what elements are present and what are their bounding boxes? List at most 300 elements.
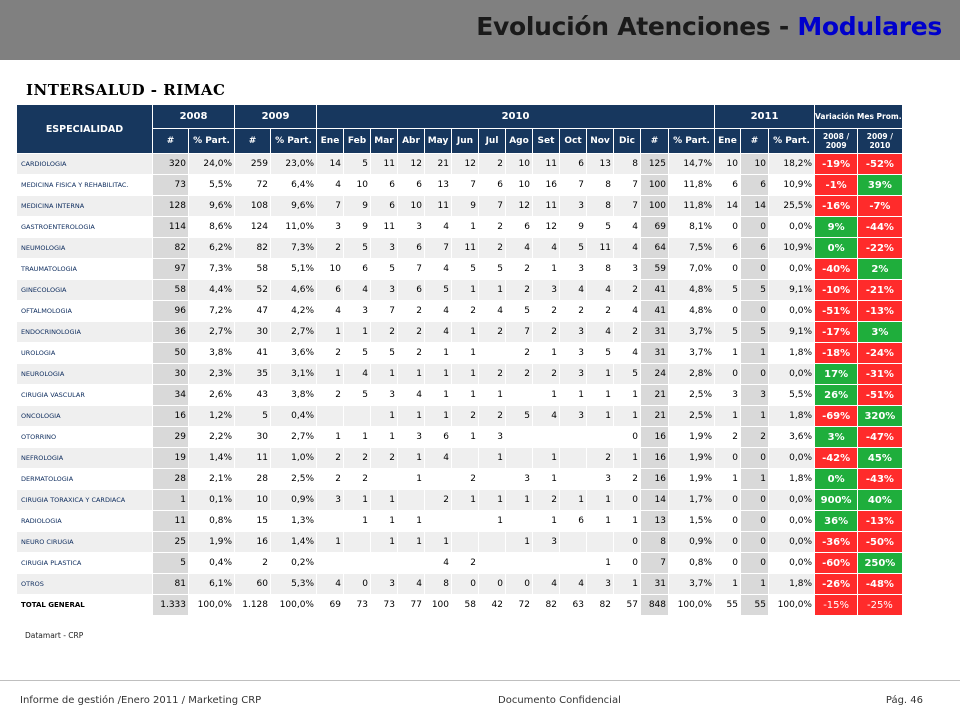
table-cell	[560, 553, 587, 574]
variation-cell: 250%	[858, 553, 902, 574]
table-cell: 58	[452, 595, 479, 616]
variation-cell: -10%	[815, 280, 858, 301]
table-cell: 5	[560, 238, 587, 259]
table-cell: 1	[344, 490, 371, 511]
specialty-name: OTORRINO	[17, 427, 153, 448]
variation-cell: -19%	[815, 154, 858, 175]
table-cell: 4,8%	[669, 301, 715, 322]
table-cell: 1	[317, 364, 344, 385]
table-cell: 6,1%	[189, 574, 235, 595]
table-cell: 100,0%	[189, 595, 235, 616]
header-month: Ene	[715, 129, 741, 154]
table-cell: 1	[587, 364, 614, 385]
table-cell: 7	[614, 196, 641, 217]
table-cell: 5	[425, 280, 452, 301]
variation-cell: -51%	[858, 385, 902, 406]
table-cell: 7,2%	[189, 301, 235, 322]
table-cell: 55	[715, 595, 741, 616]
table-cell: 31	[641, 322, 669, 343]
table-cell: 0	[614, 427, 641, 448]
table-cell: 2	[317, 343, 344, 364]
header-month: Ago	[506, 129, 533, 154]
table-cell: 5	[344, 154, 371, 175]
table-cell: 4	[506, 238, 533, 259]
table-cell: 77	[398, 595, 425, 616]
table-cell: 10	[741, 154, 769, 175]
table-cell: 2	[560, 301, 587, 322]
table-cell: 4,6%	[271, 280, 317, 301]
table-cell: 57	[614, 595, 641, 616]
header-2011: 2011	[715, 105, 815, 129]
table-cell: 1.333	[153, 595, 189, 616]
table-cell: 1,0%	[271, 448, 317, 469]
table-row	[17, 217, 903, 238]
table-cell: 3	[398, 427, 425, 448]
table-cell: 9	[344, 217, 371, 238]
table-cell: 30	[153, 364, 189, 385]
table-cell: 2	[533, 301, 560, 322]
table-cell: 7	[452, 175, 479, 196]
table-cell: 0	[715, 448, 741, 469]
specialty-name: TRAUMATOLOGIA	[17, 259, 153, 280]
table-cell: 0,0%	[769, 364, 815, 385]
table-cell: 1,2%	[189, 406, 235, 427]
table-cell	[587, 427, 614, 448]
table-cell: 31	[641, 343, 669, 364]
header-part: % Part.	[189, 129, 235, 154]
table-cell: 2	[398, 322, 425, 343]
table-cell: 5	[741, 280, 769, 301]
variation-cell: -51%	[815, 301, 858, 322]
table-cell: 4,8%	[669, 280, 715, 301]
table-cell: 31	[641, 574, 669, 595]
table-cell: 1	[398, 532, 425, 553]
table-cell: 2	[741, 427, 769, 448]
table-cell: 2	[317, 469, 344, 490]
table-cell: 2	[317, 385, 344, 406]
specialty-name: CIRUGIA VASCULAR	[17, 385, 153, 406]
table-cell: 0	[452, 574, 479, 595]
table-cell: 6	[741, 238, 769, 259]
variation-cell: -69%	[815, 406, 858, 427]
table-cell	[560, 469, 587, 490]
table-cell: 3,7%	[669, 322, 715, 343]
variation-cell: -7%	[858, 196, 902, 217]
table-cell: 0,2%	[271, 553, 317, 574]
variation-cell: 320%	[858, 406, 902, 427]
table-cell: 1	[506, 490, 533, 511]
header-month: Abr	[398, 129, 425, 154]
table-cell: 11	[452, 238, 479, 259]
table-cell: 1	[741, 574, 769, 595]
table-cell: 1	[479, 385, 506, 406]
specialty-name: DERMATOLOGIA	[17, 469, 153, 490]
table-cell: 3,7%	[669, 343, 715, 364]
table-cell: 41	[235, 343, 271, 364]
table-cell: 30	[235, 322, 271, 343]
header-2010: 2010	[317, 105, 715, 129]
table-cell: 59	[641, 259, 669, 280]
table-cell: 5,3%	[271, 574, 317, 595]
variation-cell: -43%	[858, 469, 902, 490]
table-cell: 0,0%	[769, 448, 815, 469]
table-cell: 36	[153, 322, 189, 343]
variation-cell: -15%	[815, 595, 858, 616]
table-cell: 6	[317, 280, 344, 301]
specialty-name: CIRUGIA PLASTICA	[17, 553, 153, 574]
table-cell: 8,6%	[189, 217, 235, 238]
table-cell	[479, 532, 506, 553]
specialty-name: ENDOCRINOLOGIA	[17, 322, 153, 343]
table-row	[17, 595, 903, 616]
table-cell: 5	[741, 322, 769, 343]
table-cell: 100	[641, 175, 669, 196]
table-cell: 0,8%	[189, 511, 235, 532]
table-cell: 10	[715, 154, 741, 175]
table-cell: 7	[317, 196, 344, 217]
table-cell: 10,9%	[769, 175, 815, 196]
table-cell: 4	[614, 343, 641, 364]
table-cell: 3	[533, 532, 560, 553]
table-cell: 0	[741, 217, 769, 238]
table-body	[17, 154, 903, 616]
table-cell: 1	[398, 364, 425, 385]
table-cell: 5	[371, 259, 398, 280]
table-cell: 124	[235, 217, 271, 238]
table-cell: 1	[715, 574, 741, 595]
table-cell	[479, 343, 506, 364]
table-cell: 2	[398, 343, 425, 364]
table-cell: 9,6%	[271, 196, 317, 217]
table-cell: 4	[533, 574, 560, 595]
table-cell: 13	[425, 175, 452, 196]
header-month: Dic	[614, 129, 641, 154]
page-title-highlight: Modulares	[797, 12, 942, 41]
table-cell: 0,4%	[271, 406, 317, 427]
specialty-name: CARDIOLOGIA	[17, 154, 153, 175]
header-month: Ene	[317, 129, 344, 154]
table-cell: 0	[614, 532, 641, 553]
table-cell: 2	[506, 259, 533, 280]
variation-cell: -16%	[815, 196, 858, 217]
table-cell: 4	[614, 217, 641, 238]
table-row	[17, 511, 903, 532]
table-row	[17, 553, 903, 574]
table-cell: 4	[317, 301, 344, 322]
table-cell: 2,7%	[271, 322, 317, 343]
header-var-2009-2010: 2009 / 2010	[858, 129, 902, 154]
table-cell	[506, 427, 533, 448]
table-cell: 1	[371, 427, 398, 448]
variation-cell: -40%	[815, 259, 858, 280]
table-cell	[452, 511, 479, 532]
variation-cell: -52%	[858, 154, 902, 175]
table-cell: 7	[506, 322, 533, 343]
table-cell: 4	[317, 175, 344, 196]
table-cell: 5	[235, 406, 271, 427]
table-cell	[344, 406, 371, 427]
table-cell: 97	[153, 259, 189, 280]
table-cell	[560, 448, 587, 469]
table-cell: 29	[153, 427, 189, 448]
table-cell: 7	[398, 259, 425, 280]
table-cell: 11,8%	[669, 196, 715, 217]
table-cell: 11	[235, 448, 271, 469]
table-cell: 2,8%	[669, 364, 715, 385]
specialty-name: NEFROLOGIA	[17, 448, 153, 469]
variation-cell: 3%	[815, 427, 858, 448]
table-cell: 6	[398, 238, 425, 259]
table-cell: 2,1%	[189, 469, 235, 490]
table-cell: 3	[560, 364, 587, 385]
table-cell: 73	[153, 175, 189, 196]
table-cell: 3	[398, 217, 425, 238]
table-cell: 82	[587, 595, 614, 616]
table-row	[17, 343, 903, 364]
table-cell: 63	[560, 595, 587, 616]
table-cell: 0	[715, 532, 741, 553]
specialty-name: TOTAL GENERAL	[17, 595, 153, 616]
table-cell: 0,0%	[769, 532, 815, 553]
table-cell: 9,6%	[189, 196, 235, 217]
table-row	[17, 322, 903, 343]
variation-cell: -50%	[858, 532, 902, 553]
table-cell: 1	[452, 490, 479, 511]
specialty-name: OFTALMOLOGIA	[17, 301, 153, 322]
table-cell: 11	[153, 511, 189, 532]
table-cell	[317, 511, 344, 532]
table-cell: 14	[641, 490, 669, 511]
variation-cell: -48%	[858, 574, 902, 595]
table-cell: 5	[715, 322, 741, 343]
table-cell: 6	[741, 175, 769, 196]
table-cell: 3,8%	[189, 343, 235, 364]
table-cell: 6	[371, 175, 398, 196]
variation-cell: -18%	[815, 343, 858, 364]
table-cell: 6	[425, 427, 452, 448]
table-cell: 2	[452, 469, 479, 490]
table-cell: 1,8%	[769, 343, 815, 364]
table-cell: 7	[479, 196, 506, 217]
table-cell	[506, 448, 533, 469]
table-cell: 2	[344, 469, 371, 490]
table-cell: 12	[533, 217, 560, 238]
table-cell: 8	[587, 196, 614, 217]
variation-cell: -22%	[858, 238, 902, 259]
table-cell: 4	[533, 406, 560, 427]
specialty-name: NEURO CIRUGIA	[17, 532, 153, 553]
table-cell: 0,0%	[769, 301, 815, 322]
table-cell: 2	[533, 364, 560, 385]
table-cell: 3	[533, 280, 560, 301]
table-cell: 1,7%	[669, 490, 715, 511]
table-cell: 3	[344, 301, 371, 322]
table-cell: 4	[425, 301, 452, 322]
table-cell: 1	[479, 490, 506, 511]
table-cell: 14	[741, 196, 769, 217]
table-cell: 0	[741, 364, 769, 385]
table-cell: 3	[741, 385, 769, 406]
table-cell: 23,0%	[271, 154, 317, 175]
table-cell: 1,8%	[769, 406, 815, 427]
table-cell: 2	[479, 322, 506, 343]
table-cell: 1,5%	[669, 511, 715, 532]
table-cell: 3	[587, 574, 614, 595]
table-cell: 1	[425, 385, 452, 406]
table-cell: 42	[479, 595, 506, 616]
table-cell: 11	[587, 238, 614, 259]
table-cell: 100	[641, 196, 669, 217]
table-cell: 100,0%	[271, 595, 317, 616]
table-cell: 12	[506, 196, 533, 217]
table-cell: 6	[479, 175, 506, 196]
table-cell: 9	[560, 217, 587, 238]
table-cell: 3	[614, 259, 641, 280]
table-cell: 4,2%	[271, 301, 317, 322]
variation-cell: 3%	[858, 322, 902, 343]
table-cell: 1	[560, 385, 587, 406]
table-cell: 10	[235, 490, 271, 511]
table-row	[17, 406, 903, 427]
table-cell: 8,1%	[669, 217, 715, 238]
table-cell: 0	[715, 217, 741, 238]
table-cell: 4	[425, 259, 452, 280]
table-cell: 5,5%	[189, 175, 235, 196]
table-cell: 1	[425, 364, 452, 385]
table-cell: 0,1%	[189, 490, 235, 511]
table-cell: 9	[344, 196, 371, 217]
variation-cell: 45%	[858, 448, 902, 469]
table-cell	[317, 553, 344, 574]
table-cell: 4	[425, 553, 452, 574]
table-cell: 1	[715, 406, 741, 427]
table-cell: 11	[533, 154, 560, 175]
table-cell: 2	[452, 553, 479, 574]
table-cell: 1	[425, 406, 452, 427]
table-cell: 1,9%	[669, 427, 715, 448]
table-cell: 11	[425, 196, 452, 217]
table-cell: 82	[153, 238, 189, 259]
table-cell: 69	[641, 217, 669, 238]
table-cell: 35	[235, 364, 271, 385]
table-cell: 2	[533, 322, 560, 343]
table-cell: 0	[479, 574, 506, 595]
table-cell: 4	[587, 322, 614, 343]
table-cell: 7	[425, 238, 452, 259]
table-cell: 16	[641, 427, 669, 448]
table-cell: 1	[425, 343, 452, 364]
table-row	[17, 280, 903, 301]
table-cell: 2	[479, 217, 506, 238]
table-cell: 11	[371, 154, 398, 175]
table-cell: 1	[741, 469, 769, 490]
table-cell: 3	[371, 385, 398, 406]
table-cell: 2,5%	[669, 406, 715, 427]
table-cell: 0,4%	[189, 553, 235, 574]
table-cell	[344, 532, 371, 553]
table-cell: 1	[398, 511, 425, 532]
table-cell: 0,0%	[769, 490, 815, 511]
table-cell: 320	[153, 154, 189, 175]
header-month: Jul	[479, 129, 506, 154]
table-cell	[344, 553, 371, 574]
variation-cell: 9%	[815, 217, 858, 238]
table-cell: 8	[641, 532, 669, 553]
footer-page-number: Pág. 46	[885, 695, 923, 706]
table-cell: 58	[235, 259, 271, 280]
table-cell: 100	[425, 595, 452, 616]
page-title	[476, 12, 942, 41]
table-cell: 3	[317, 217, 344, 238]
table-cell: 96	[153, 301, 189, 322]
table-cell: 3	[715, 385, 741, 406]
table-cell: 2,7%	[271, 427, 317, 448]
table-cell: 5	[479, 259, 506, 280]
table-cell: 5	[452, 259, 479, 280]
table-cell: 4	[560, 280, 587, 301]
table-cell: 4	[425, 322, 452, 343]
table-cell: 1	[344, 427, 371, 448]
table-cell: 73	[371, 595, 398, 616]
table-row	[17, 574, 903, 595]
table-cell: 2,7%	[189, 322, 235, 343]
table-cell: 1	[153, 490, 189, 511]
table-cell: 2	[344, 448, 371, 469]
header-2009: 2009	[235, 105, 317, 129]
table-cell: 3	[371, 238, 398, 259]
table-cell: 2	[317, 238, 344, 259]
table-cell: 0	[741, 301, 769, 322]
table-cell: 7,5%	[669, 238, 715, 259]
table-cell: 10	[317, 259, 344, 280]
table-cell: 18,2%	[769, 154, 815, 175]
table-cell	[560, 427, 587, 448]
table-cell: 1	[479, 448, 506, 469]
specialty-name: MEDICINA FISICA Y REHABILITAC.	[17, 175, 153, 196]
table-cell: 0	[715, 511, 741, 532]
table-cell	[506, 511, 533, 532]
table-cell: 3,6%	[769, 427, 815, 448]
table-cell: 8	[587, 175, 614, 196]
variation-cell: 17%	[815, 364, 858, 385]
table-cell: 2	[317, 448, 344, 469]
table-cell: 4	[317, 574, 344, 595]
table-cell: 1	[533, 343, 560, 364]
table-cell: 1	[587, 490, 614, 511]
table-row	[17, 364, 903, 385]
table-cell: 0,9%	[669, 532, 715, 553]
header-month: Feb	[344, 129, 371, 154]
header-month: May	[425, 129, 452, 154]
variation-cell: -25%	[858, 595, 902, 616]
table-cell: 10,9%	[769, 238, 815, 259]
table-cell: 12	[398, 154, 425, 175]
table-cell: 1	[533, 385, 560, 406]
table-cell	[479, 469, 506, 490]
table-cell	[506, 553, 533, 574]
table-cell: 7,0%	[669, 259, 715, 280]
variation-cell: -21%	[858, 280, 902, 301]
table-cell: 14,7%	[669, 154, 715, 175]
table-cell: 1	[614, 574, 641, 595]
table-cell: 47	[235, 301, 271, 322]
table-cell: 1	[452, 385, 479, 406]
table-cell: 82	[533, 595, 560, 616]
header-month: Oct	[560, 129, 587, 154]
table-row	[17, 175, 903, 196]
table-cell: 7	[560, 175, 587, 196]
table-cell: 0,0%	[769, 259, 815, 280]
